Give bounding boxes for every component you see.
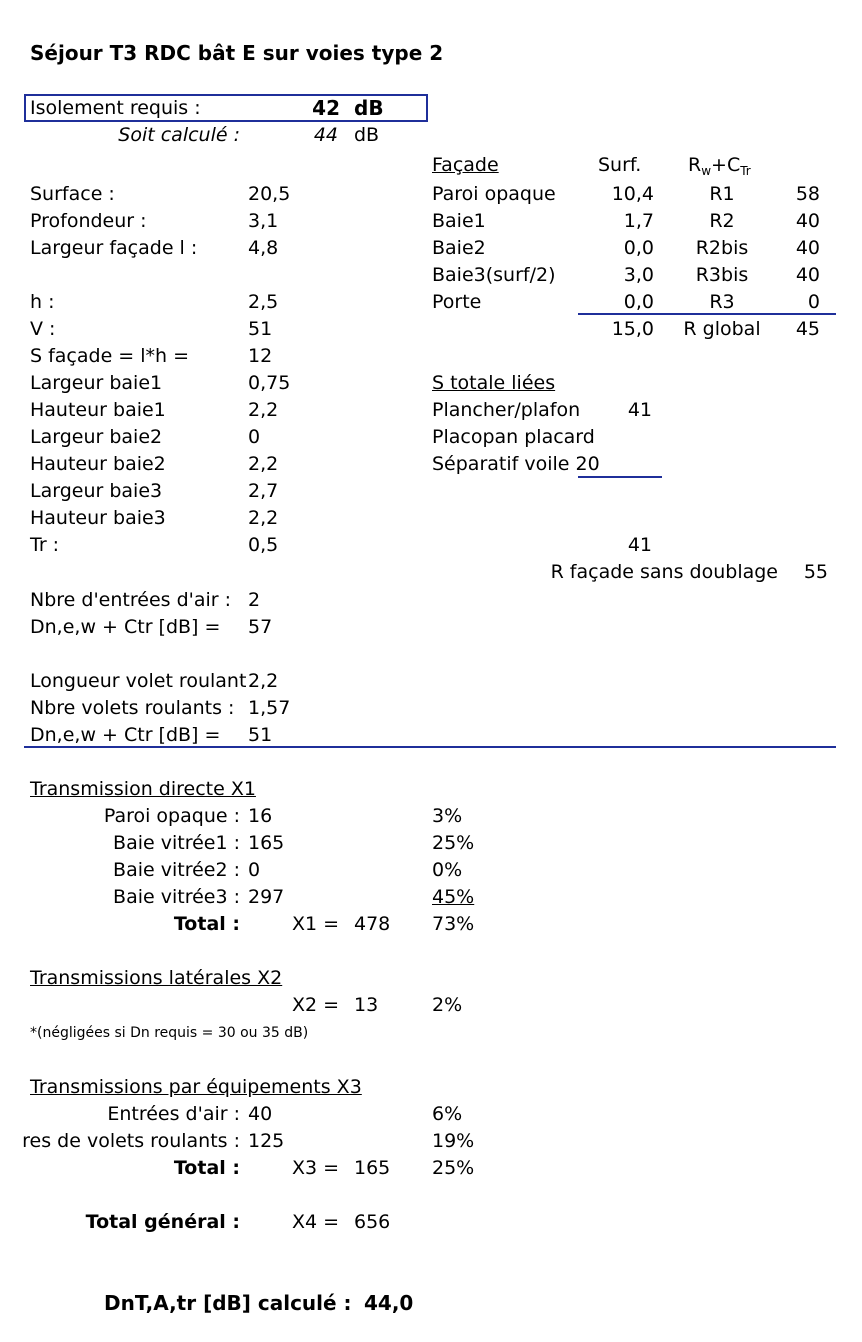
facade-row-r: R1 — [709, 183, 735, 205]
param-label: Largeur baie2 — [30, 426, 163, 448]
param-value: 2,7 — [248, 480, 279, 502]
r-header — [688, 154, 751, 176]
param-label: h : — [30, 291, 55, 313]
x1-row-pct: 0% — [432, 859, 463, 881]
air-value: 57 — [248, 616, 273, 638]
x3-row-pct: 6% — [432, 1103, 463, 1125]
r-header-sub2: Tr — [740, 164, 751, 178]
param-value: 2,2 — [248, 399, 279, 421]
liees-row-name: Séparatif voile 20 — [432, 453, 600, 475]
facade-row-surf: 0,0 — [623, 291, 654, 313]
calc-label: Soit calculé : — [118, 124, 240, 146]
calc-unit: dB — [354, 124, 380, 146]
liees-total: 41 — [627, 534, 652, 556]
r-header-sub1: w — [701, 164, 712, 178]
facade-row-name: Porte — [432, 291, 482, 313]
r-facade-label: R façade sans doublage — [550, 561, 778, 583]
param-label: Hauteur baie2 — [30, 453, 166, 475]
x1-row-value: 16 — [248, 805, 273, 827]
x2-value: 13 — [354, 994, 379, 1016]
r-header-main: R — [688, 154, 702, 176]
param-label: S façade = l*h = — [30, 345, 190, 367]
liees-header: S totale liées — [432, 372, 556, 394]
liees-total-line — [578, 476, 662, 478]
param-value: 12 — [248, 345, 273, 367]
facade-row-val: 40 — [795, 237, 820, 259]
param-label: Hauteur baie1 — [30, 399, 166, 421]
x3-total-label: Total : — [173, 1157, 240, 1179]
x1-eq: X1 = — [292, 913, 340, 935]
x1-row-value: 297 — [248, 886, 285, 908]
facade-row-r: R3bis — [695, 264, 749, 286]
facade-header: Façade — [432, 154, 499, 176]
facade-row-surf: 10,4 — [611, 183, 654, 205]
param-value: 0,75 — [248, 372, 291, 394]
x1-row-pct: 45% — [432, 886, 475, 908]
param-value: 2,2 — [248, 453, 279, 475]
x4-eq: X4 = — [292, 1211, 340, 1233]
isolement-label: Isolement requis : — [30, 97, 201, 119]
x3-total-pct: 25% — [432, 1157, 475, 1179]
param-label: Tr : — [30, 534, 60, 556]
param-label: Largeur façade l : — [30, 237, 198, 259]
air-label: Nbre d'entrées d'air : — [30, 589, 232, 611]
x1-total-label: Total : — [173, 913, 240, 935]
x2-header: Transmissions latérales X2 — [30, 967, 283, 989]
volet-value: 2,2 — [248, 670, 279, 692]
liees-row-name: Plancher/plafon — [432, 399, 581, 421]
volet-label: Nbre volets roulants : — [30, 697, 235, 719]
facade-total-line — [578, 313, 836, 315]
volet-value: 51 — [248, 724, 273, 746]
isolement-unit: dB — [354, 96, 384, 120]
param-value: 3,1 — [248, 210, 279, 232]
x2-eq: X2 = — [292, 994, 340, 1016]
param-value: 0,5 — [248, 534, 279, 556]
r-header-mid: +C — [711, 154, 741, 176]
x1-row-label: Baie vitrée3 : — [113, 886, 240, 908]
facade-row-surf: 0,0 — [623, 237, 654, 259]
x1-total-pct: 73% — [432, 913, 475, 935]
facade-row-name: Baie2 — [432, 237, 486, 259]
volet-label: Longueur volet roulant — [30, 670, 247, 692]
volet-label: Dn,e,w + Ctr [dB] = — [30, 724, 221, 746]
result-value: 44,0 — [364, 1291, 414, 1315]
x1-row-value: 0 — [248, 859, 261, 881]
x3-total-value: 165 — [354, 1157, 391, 1179]
param-value: 2,2 — [248, 507, 279, 529]
x1-row-pct: 3% — [432, 805, 463, 827]
facade-row-val: 0 — [807, 291, 820, 313]
param-value: 20,5 — [248, 183, 291, 205]
x2-note: *(négligées si Dn requis = 30 ou 35 dB) — [30, 1025, 309, 1041]
facade-row-r: R2 — [709, 210, 735, 232]
x3-eq: X3 = — [292, 1157, 340, 1179]
facade-row-r: R3 — [709, 291, 735, 313]
x2-pct: 2% — [432, 994, 463, 1016]
x1-header: Transmission directe X1 — [30, 778, 256, 800]
facade-row-val: 40 — [795, 210, 820, 232]
page-title: Séjour T3 RDC bât E sur voies type 2 — [30, 41, 444, 65]
x1-row-value: 165 — [248, 832, 285, 854]
isolement-value: 42 — [312, 96, 340, 120]
param-label: Largeur baie3 — [30, 480, 163, 502]
x3-row-value: 125 — [248, 1130, 285, 1152]
facade-row-surf: 1,7 — [623, 210, 654, 232]
param-label: Surface : — [30, 183, 115, 205]
surf-header: Surf. — [598, 154, 642, 176]
x3-row-pct: 19% — [432, 1130, 475, 1152]
param-value: 51 — [248, 318, 273, 340]
x1-row-label: Baie vitrée1 : — [113, 832, 240, 854]
air-label: Dn,e,w + Ctr [dB] = — [30, 616, 221, 638]
facade-row-r: R2bis — [695, 237, 749, 259]
r-global-label: R global — [683, 318, 761, 340]
facade-row-name: Baie3(surf/2) — [432, 264, 556, 286]
param-label: Profondeur : — [30, 210, 147, 232]
param-label: Hauteur baie3 — [30, 507, 166, 529]
facade-total-surf: 15,0 — [611, 318, 654, 340]
x3-row-value: 40 — [248, 1103, 273, 1125]
param-value: 2,5 — [248, 291, 279, 313]
liees-row-name: Placopan placard — [432, 426, 595, 448]
x1-row-label: Baie vitrée2 : — [113, 859, 240, 881]
param-value: 4,8 — [248, 237, 279, 259]
x3-row-label: Entrées d'air : — [107, 1103, 240, 1125]
facade-row-val: 40 — [795, 264, 820, 286]
x4-value: 656 — [354, 1211, 391, 1233]
x4-label: Total général : — [85, 1211, 240, 1233]
facade-row-val: 58 — [795, 183, 820, 205]
r-facade-value: 55 — [803, 561, 828, 583]
x1-total-value: 478 — [354, 913, 391, 935]
param-label: V : — [30, 318, 56, 340]
r-global-value: 45 — [795, 318, 820, 340]
facade-row-name: Paroi opaque — [432, 183, 556, 205]
x1-row-label: Paroi opaque : — [103, 805, 240, 827]
volet-value: 1,57 — [248, 697, 291, 719]
x3-row-label: res de volets roulants : — [22, 1130, 240, 1152]
calc-value: 44 — [313, 124, 338, 146]
air-value: 2 — [248, 589, 261, 611]
x1-row-pct: 25% — [432, 832, 475, 854]
x3-header: Transmissions par équipements X3 — [30, 1076, 362, 1098]
section-divider — [24, 746, 836, 748]
liees-row-value: 41 — [627, 399, 652, 421]
result-label: DnT,A,tr [dB] calculé : — [104, 1291, 352, 1315]
param-label: Largeur baie1 — [30, 372, 163, 394]
param-value: 0 — [248, 426, 261, 448]
facade-row-name: Baie1 — [432, 210, 486, 232]
facade-row-surf: 3,0 — [623, 264, 654, 286]
